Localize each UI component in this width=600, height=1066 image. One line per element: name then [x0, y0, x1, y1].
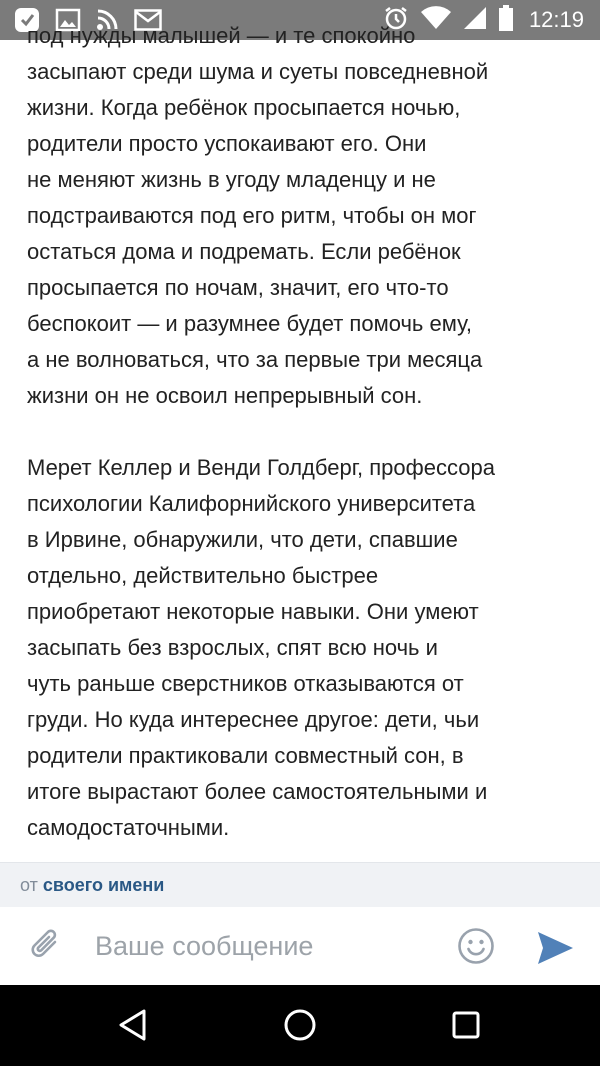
send-as-prefix: от — [20, 875, 38, 895]
paperclip-icon — [28, 927, 66, 965]
article-paragraph: под нужды малышей — и те спокойно засыпают среди шума и суеты повседневной жизни. Когда ребёнок просыпается ночью, родители просто успокаивают его. Они не меняют жизнь в угоду младенцу и не подстраиваются под его ритм, чтобы он мог остаться дома и подремать. Если ребёнок просыпается по ночам, значит, его что-то беспокоит — и разумнее будет помочь ему, а не волноваться, что за первые три месяца жизни он не освоил непрерывный сон. — [27, 23, 489, 408]
send-button[interactable] — [536, 929, 574, 967]
recents-square-icon — [449, 1008, 483, 1042]
message-composer — [0, 907, 600, 985]
recents-button[interactable] — [449, 1008, 483, 1042]
message-input[interactable] — [95, 925, 435, 967]
emoji-button[interactable] — [457, 927, 495, 965]
send-arrow-icon — [536, 929, 574, 967]
attach-button[interactable] — [28, 927, 66, 965]
back-button[interactable] — [116, 1008, 150, 1042]
smiley-icon — [457, 927, 495, 965]
home-button[interactable] — [283, 1008, 317, 1042]
home-circle-icon — [283, 1008, 317, 1042]
system-navigation-bar — [0, 985, 600, 1066]
back-triangle-icon — [116, 1008, 150, 1042]
article-content — [0, 23, 600, 862]
clock: 12:19 — [528, 7, 584, 32]
send-as-selector[interactable]: своего имени — [42, 875, 165, 895]
article-paragraph: Мерет Келлер и Венди Голдберг, профессора психологии Калифорнийского университета в Ирвине, обнаружили, что дети, спавшие отдельно, действительно быстрее приобретают некоторые навыки. Они умеют засыпать без взрослых, спят всю ночь и чуть раньше сверстников отказываются от груди. Но куда интереснее другое: дети, чьи родители практиковали совместный сон, в итоге вырастают более самостоятельными и самодостаточными. — [27, 455, 495, 840]
send-as-bar — [0, 862, 600, 908]
